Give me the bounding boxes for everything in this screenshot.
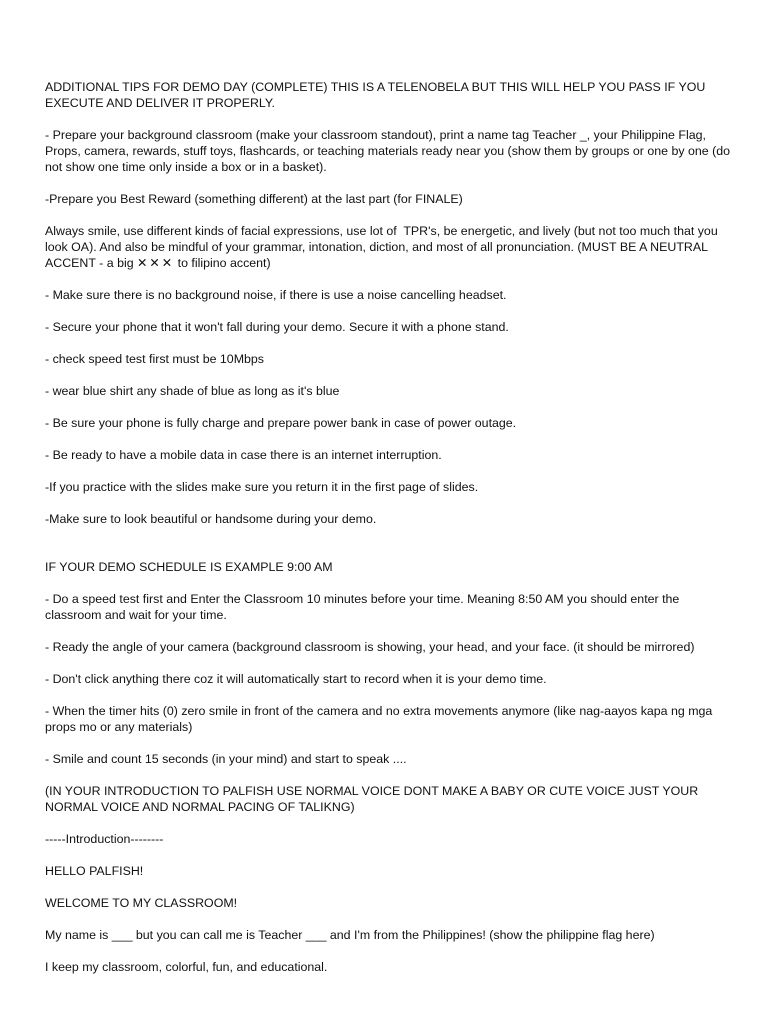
intro-voice-note: (IN YOUR INTRODUCTION TO PALFISH USE NORMAL VOICE DONT MAKE A BABY OR CUTE VOICE JUST YOUR NORMAL VOICE AND NORMAL PACING OF TALIKNG) (45, 784, 702, 814)
tip-mobile-data: - Be ready to have a mobile data in case there is an internet interruption. (45, 448, 442, 462)
tips-heading: ADDITIONAL TIPS FOR DEMO DAY (COMPLETE) THIS IS A TELENOBELA BUT THIS WILL HELP YOU PASS IF YOU EXECUTE AND DELIVER IT PROPERLY. (45, 80, 709, 110)
tip-prepare-background: - Prepare your background classroom (make your classroom standout), print a name tag Teacher _, your Philippine Flag, Props, camera, rewards, stuff toys, flashcards, or teaching materials ready near you (show them by groups or one by one (do not show one time only inside a box or in a basket). (45, 128, 734, 174)
intro-name: My name is ___ but you can call me is Teacher ___ and I'm from the Philippines! (show the philippine flag here) (45, 928, 655, 942)
document-page (45, 79, 735, 991)
intro-divider: -----Introduction-------- (45, 832, 164, 846)
tip-look-good: -Make sure to look beautiful or handsome during your demo. (45, 512, 377, 526)
tip-smile-text: Always smile, use different kinds of facial expressions, use lot of TPR's, be energetic, and lively (but not too much that you look OA). And also be mindful of your grammar, intonation, diction, and most of all pronunciation. (MUST BE A NEUTRAL ACCENT - a big (45, 224, 722, 270)
schedule-heading: IF YOUR DEMO SCHEDULE IS EXAMPLE 9:00 AM (45, 560, 333, 574)
sched-dont-click: - Don't click anything there coz it will automatically start to record when it is your demo time. (45, 672, 547, 686)
sched-speed-test: - Do a speed test first and Enter the Classroom 10 minutes before your time. Meaning 8:50 AM you should enter the classroom and wait for your time. (45, 592, 683, 622)
sched-timer: - When the timer hits (0) zero smile in front of the camera and no extra movements anymore (like nag-aayos kapa ng mga props mo or any materials) (45, 704, 716, 734)
intro-classroom: I keep my classroom, colorful, fun, and educational. (45, 960, 328, 974)
tip-smile (45, 223, 735, 271)
sched-count: - Smile and count 15 seconds (in your mind) and start to speak .... (45, 752, 407, 766)
tip-noise: - Make sure there is no background noise, if there is use a noise cancelling headset. (45, 288, 507, 302)
intro-hello: HELLO PALFISH! (45, 864, 144, 878)
intro-welcome: WELCOME TO MY CLASSROOM! (45, 896, 238, 910)
tip-phone-stand: - Secure your phone that it won't fall during your demo. Secure it with a phone stand. (45, 320, 509, 334)
tip-blue-shirt: - wear blue shirt any shade of blue as long as it's blue (45, 384, 340, 398)
x-marks-icon: ✕✕✕ (137, 256, 175, 270)
tip-smile-text-end: to filipino accent) (174, 256, 271, 270)
sched-camera-angle: - Ready the angle of your camera (background classroom is showing, your head, and your face. (it should be mirrored) (45, 640, 695, 654)
tip-speed-test: - check speed test first must be 10Mbps (45, 352, 264, 366)
tip-slides: -If you practice with the slides make sure you return it in the first page of slides. (45, 480, 479, 494)
tip-best-reward: -Prepare you Best Reward (something different) at the last part (for FINALE) (45, 192, 463, 206)
tip-power-bank: - Be sure your phone is fully charge and prepare power bank in case of power outage. (45, 416, 517, 430)
